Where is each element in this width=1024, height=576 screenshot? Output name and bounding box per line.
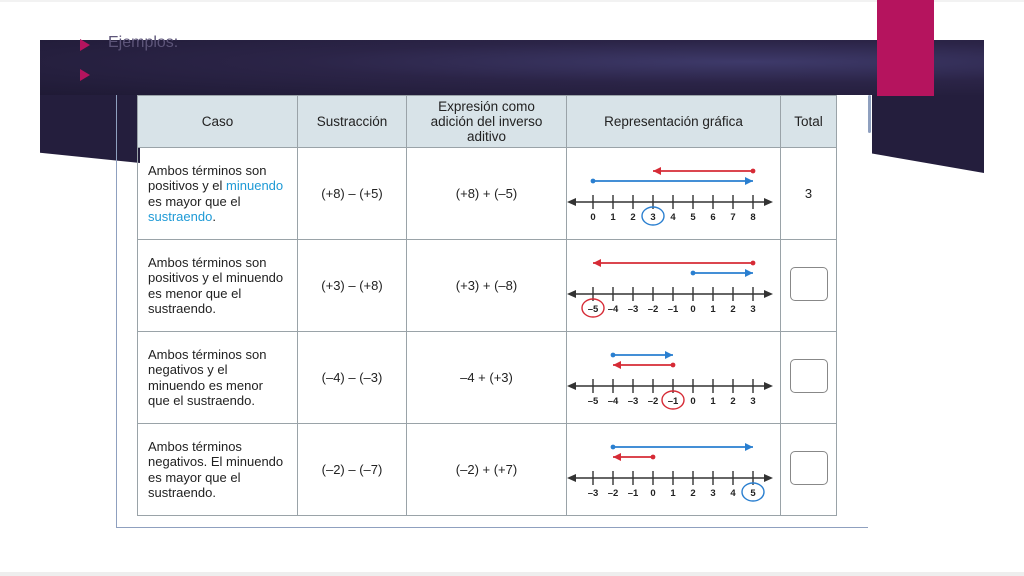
image-frame-bottom [116, 527, 868, 528]
tick-label: –4 [607, 395, 619, 407]
vector-arrowhead-icon [665, 351, 673, 359]
total-cell [781, 240, 837, 332]
caso-text: . [212, 209, 216, 224]
vector-arrowhead-icon [593, 259, 601, 267]
axis-arrow-right-icon [764, 382, 773, 390]
sustraccion-cell: (–2) – (–7) [298, 424, 407, 516]
tick-label: 3 [650, 211, 656, 223]
header-expresion-label: Expresión como adición del inverso aditivo [430, 99, 543, 144]
tick-label: 3 [710, 487, 716, 499]
tick-label: –4 [607, 303, 619, 315]
axis-arrow-left-icon [567, 198, 576, 206]
tick-label: 0 [690, 395, 696, 407]
tick-label: –3 [587, 487, 599, 499]
tick-label: –2 [647, 395, 659, 407]
vector-arrowhead-icon [613, 453, 621, 461]
caso-text: es mayor que el [148, 193, 241, 209]
accent-bar [877, 0, 934, 96]
vector-arrowhead-icon [653, 167, 661, 175]
top-border [0, 0, 1024, 2]
tick-label: 1 [610, 211, 616, 223]
header-sustraccion: Sustracción [298, 96, 407, 148]
tick-label: 5 [690, 211, 696, 223]
tick-label: 4 [730, 487, 736, 499]
number-line-graph [567, 425, 779, 515]
vector-arrow-dot [671, 362, 676, 367]
header-representacion: Representación gráfica [567, 96, 781, 148]
graph-cell [567, 148, 781, 240]
table-row [138, 240, 837, 332]
title-banner [40, 40, 984, 95]
tick-label: 7 [730, 211, 736, 223]
caso-text: Ambos términos son positivos y el minuendo es menor que el sustraendo. [148, 254, 284, 316]
axis-arrow-left-icon [567, 290, 576, 298]
number-line-graph [567, 333, 779, 423]
table-row [138, 332, 837, 424]
tick-label: 2 [630, 211, 636, 223]
expresion-cell: –4 + (+3) [407, 332, 567, 424]
vector-arrow-dot [691, 270, 696, 275]
graph-cell [567, 240, 781, 332]
axis-arrow-right-icon [764, 198, 773, 206]
total-cell [781, 332, 837, 424]
vector-arrow-dot [751, 260, 756, 265]
tick-label: –5 [587, 303, 599, 315]
image-frame-left [116, 95, 117, 528]
tick-label: 1 [670, 487, 676, 499]
bullet-arrow-icon [80, 39, 90, 51]
expresion-cell: (+3) + (–8) [407, 240, 567, 332]
tick-label: 2 [690, 487, 696, 499]
vector-arrowhead-icon [745, 177, 753, 185]
tick-label: –3 [627, 395, 639, 407]
caso-text: Ambos términos negativos. El minuendo es mayor que el sustraendo. [148, 438, 284, 500]
tick-label: 8 [750, 211, 756, 223]
vector-arrowhead-icon [745, 269, 753, 277]
bottom-border [0, 572, 1024, 576]
expresion-cell: (–2) + (+7) [407, 424, 567, 516]
subtraction-cases-table [137, 95, 837, 516]
tick-label: 6 [710, 211, 716, 223]
tick-label: –1 [667, 395, 679, 407]
banner-right-tab [872, 95, 984, 173]
caso-cell [138, 240, 298, 332]
header-expresion [407, 96, 567, 148]
tick-label: 5 [750, 487, 756, 499]
vector-arrow-dot [751, 168, 756, 173]
tick-label: –1 [627, 487, 639, 499]
axis-arrow-right-icon [764, 290, 773, 298]
tick-label: 2 [730, 303, 736, 315]
axis-arrow-right-icon [764, 474, 773, 482]
sustraccion-cell: (+8) – (+5) [298, 148, 407, 240]
graph-cell [567, 332, 781, 424]
expresion-cell: (+8) + (–5) [407, 148, 567, 240]
table-header-row [138, 96, 837, 148]
tick-label: –1 [667, 303, 679, 315]
total-cell: 3 [781, 148, 837, 240]
tick-label: 1 [710, 303, 716, 315]
sustraccion-cell: (–4) – (–3) [298, 332, 407, 424]
header-total: Total [781, 96, 837, 148]
vector-arrow-dot [611, 444, 616, 449]
caso-cell [138, 148, 298, 240]
tick-label: 0 [590, 211, 596, 223]
vector-arrowhead-icon [745, 443, 753, 451]
caso-term-minuendo: minuendo [226, 178, 284, 193]
graph-cell [567, 424, 781, 516]
caso-text: Ambos términos son positivos y el [148, 162, 267, 193]
vector-arrow-dot [591, 178, 596, 183]
total-answer-box[interactable] [790, 267, 828, 301]
table-row [138, 148, 837, 240]
tick-label: 1 [710, 395, 716, 407]
banner-left-tab [40, 95, 140, 163]
bullet-arrow-icon [80, 69, 90, 81]
caso-term-sustraendo: sustraendo [148, 209, 213, 224]
caso-cell [138, 424, 298, 516]
table-row [138, 424, 837, 516]
header-caso: Caso [138, 96, 298, 148]
vector-arrowhead-icon [613, 361, 621, 369]
total-answer-box[interactable] [790, 451, 828, 485]
caso-cell [138, 332, 298, 424]
tick-label: –2 [607, 487, 619, 499]
total-answer-box[interactable] [790, 359, 828, 393]
tick-label: –3 [627, 303, 639, 315]
tick-label: 0 [650, 487, 656, 499]
number-line-graph [567, 149, 779, 239]
tick-label: 4 [670, 211, 676, 223]
tick-label: 3 [750, 395, 756, 407]
tick-label: 3 [750, 303, 756, 315]
total-cell [781, 424, 837, 516]
tick-label: –5 [587, 395, 599, 407]
axis-arrow-left-icon [567, 382, 576, 390]
caso-text: Ambos términos son negativos y el minuendo es menor que el sustraendo. [148, 346, 267, 408]
sustraccion-cell: (+3) – (+8) [298, 240, 407, 332]
image-frame-right [868, 95, 871, 133]
vector-arrow-dot [651, 454, 656, 459]
axis-arrow-left-icon [567, 474, 576, 482]
tick-label: 0 [690, 303, 696, 315]
vector-arrow-dot [611, 352, 616, 357]
number-line-graph [567, 241, 779, 331]
tick-label: –2 [647, 303, 659, 315]
tick-label: 2 [730, 395, 736, 407]
bullet-text-ejemplos: Ejemplos: [108, 34, 179, 51]
